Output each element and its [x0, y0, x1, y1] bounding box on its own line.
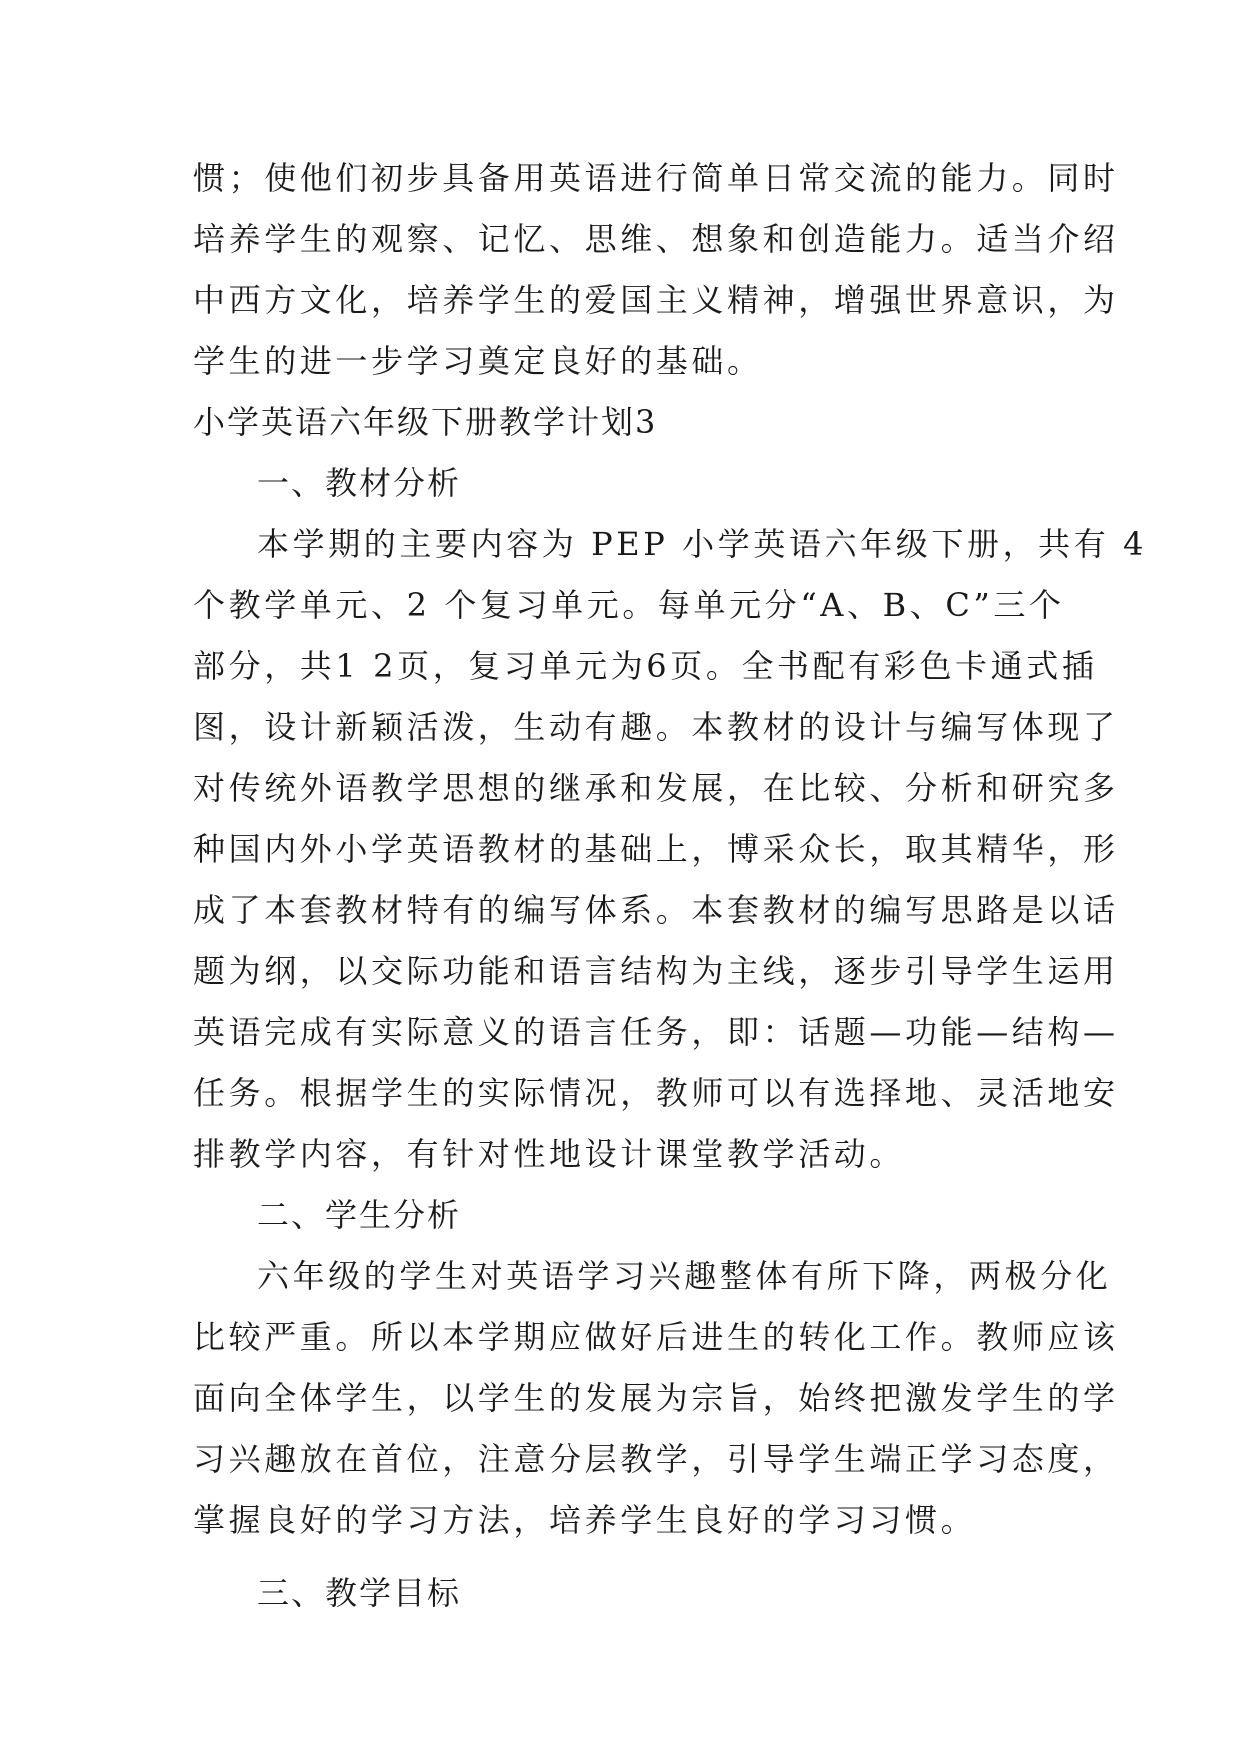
body-line: 学生的进一步学习奠定良好的基础。: [193, 342, 763, 380]
body-line: 对传统外语教学思想的继承和发展，在比较、分析和研究多: [193, 769, 1119, 807]
body-line: 习兴趣放在首位，注意分层教学，引导学生端正学习态度，: [193, 1440, 1119, 1478]
section-heading: 二、学生分析: [257, 1196, 462, 1234]
body-line: 培养学生的观察、记忆、思维、想象和创造能力。适当介绍: [193, 220, 1119, 258]
body-line: 面向全体学生，以学生的发展为宗旨，始终把激发学生的学: [193, 1379, 1119, 1417]
plan-title: 小学英语六年级下册教学计划3: [193, 403, 658, 441]
body-line: 英语完成有实际意义的语言任务，即：话题—功能—结构—: [193, 1013, 1119, 1051]
body-line: 比较严重。所以本学期应做好后进生的转化工作。教师应该: [193, 1318, 1119, 1356]
body-line: 惯；使他们初步具备用英语进行简单日常交流的能力。同时: [193, 159, 1119, 197]
body-line: 排教学内容，有针对性地设计课堂教学活动。: [193, 1135, 906, 1173]
paragraph-first-line: 六年级的学生对英语学习兴趣整体有所下降，两极分化: [257, 1257, 1112, 1295]
section-heading: 一、教材分析: [257, 464, 462, 502]
body-line: 成了本套教材特有的编写体系。本套教材的编写思路是以话: [193, 891, 1119, 929]
body-line: 图，设计新颖活泼，生动有趣。本教材的设计与编写体现了: [193, 708, 1119, 746]
body-line: 部分，共1 2页，复习单元为6页。全书配有彩色卡通式插: [193, 647, 1098, 685]
body-line: 个教学单元、2 个复习单元。每单元分“A、B、C”三个: [193, 586, 1065, 624]
body-line: 任务。根据学生的实际情况，教师可以有选择地、灵活地安: [193, 1074, 1119, 1112]
paragraph-first-line: 本学期的主要内容为 PEP 小学英语六年级下册，共有 4: [257, 525, 1148, 563]
spacer: [193, 1551, 1048, 1563]
section-heading: 三、教学目标: [257, 1574, 462, 1612]
body-line: 题为纲，以交际功能和语言结构为主线，逐步引导学生运用: [193, 952, 1119, 990]
body-line: 掌握良好的学习方法，培养学生良好的学习习惯。: [193, 1501, 977, 1539]
body-line: 种国内外小学英语教材的基础上，博采众长，取其精华，形: [193, 830, 1119, 868]
document-page: [193, 148, 1148, 1624]
body-line: 中西方文化，培养学生的爱国主义精神，增强世界意识，为: [193, 281, 1119, 319]
